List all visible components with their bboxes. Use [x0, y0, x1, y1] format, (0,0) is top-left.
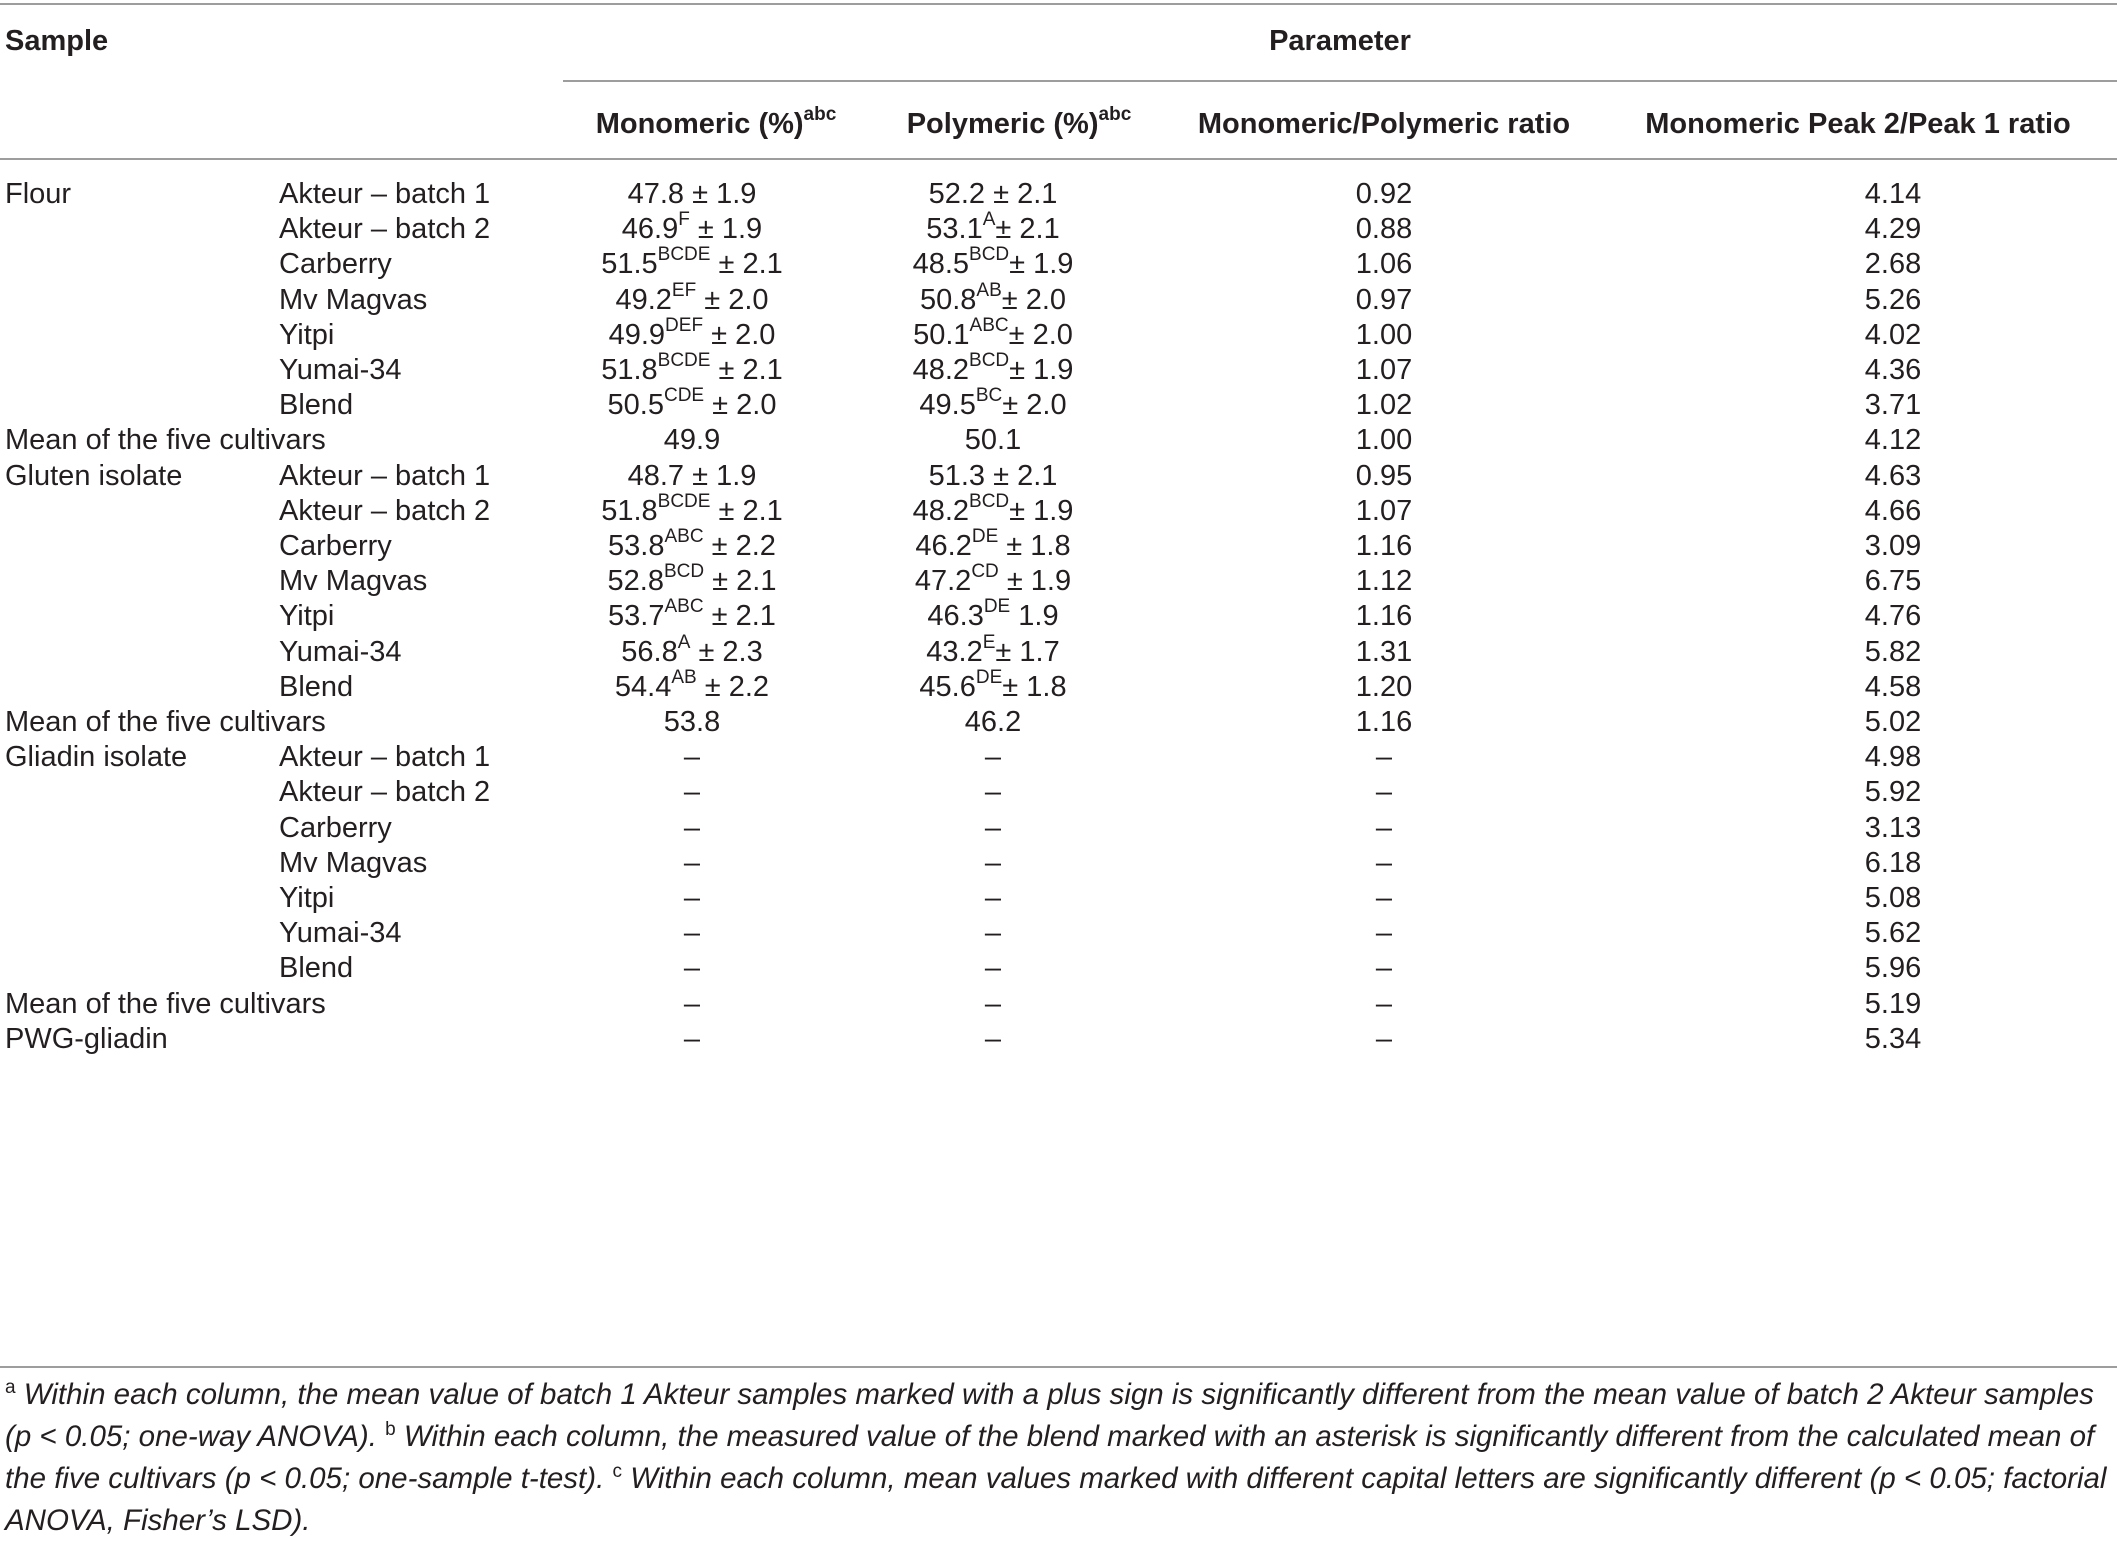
polymeric-cell — [843, 598, 1143, 634]
row-sample-label: Akteur – batch 1 — [279, 178, 491, 210]
polymeric-cell-value: – — [984, 776, 1002, 808]
footnote-c-mark: c — [612, 1461, 622, 1483]
monomeric-cell-value: 53.7 — [608, 600, 665, 632]
footnote-a-mark: a — [5, 1377, 16, 1399]
monomeric-cell-letters: BCDE — [657, 244, 711, 266]
ratio-cell: 1.00 — [1355, 424, 1413, 456]
peak-ratio-cell: 5.62 — [1864, 917, 1922, 949]
row-sample-label: Akteur – batch 2 — [279, 213, 491, 245]
row-sample-label: Yitpi — [279, 319, 335, 351]
polymeric-cell-letters: DE — [983, 596, 1011, 618]
row-group-label: Mean of the five cultivars — [5, 988, 326, 1020]
monomeric-cell-error: ± 2.1 — [703, 600, 776, 632]
monomeric-cell — [542, 493, 842, 529]
row-sample-label: Yitpi — [279, 882, 335, 914]
polymeric-cell-value: 46.2 — [964, 706, 1022, 738]
peak-ratio-cell: 6.18 — [1864, 847, 1922, 879]
monomeric-cell-value: – — [683, 847, 701, 879]
row-group-label: Mean of the five cultivars — [5, 706, 326, 738]
polymeric-cell-value: – — [984, 917, 1002, 949]
polymeric-cell — [843, 915, 1143, 951]
peak-ratio-cell: 4.58 — [1864, 671, 1922, 703]
monomeric-cell-error: ± 2.1 — [710, 354, 783, 386]
peak-ratio-cell: 4.76 — [1864, 600, 1922, 632]
ratio-cell: 0.95 — [1355, 460, 1413, 492]
monomeric-cell — [542, 563, 842, 599]
polymeric-cell — [843, 880, 1143, 916]
polymeric-cell-error: ± 1.9 — [998, 565, 1072, 597]
polymeric-cell-value: 50.1 — [964, 424, 1022, 456]
monomeric-cell-error: ± 2.3 — [690, 636, 763, 668]
ratio-cell: 1.20 — [1355, 671, 1413, 703]
row-group-label: Gluten isolate — [5, 460, 183, 492]
row-sample-label: Yumai-34 — [279, 636, 402, 668]
polymeric-cell-value: 53.1 — [926, 213, 983, 245]
footnote-a-text: Within each column, the mean value of batch 1 Akteur samples marked with a plus sign is significantly different from the mean value of batch 2 Akteur samples (p < 0.05; one-way ANOVA). — [5, 1378, 2094, 1453]
polymeric-cell-value: 48.2 — [912, 354, 970, 386]
monomeric-cell-letters: BCDE — [657, 491, 711, 513]
polymeric-cell-value: – — [984, 812, 1002, 844]
polymeric-cell — [843, 739, 1143, 775]
row-sample-label: Carberry — [279, 812, 392, 844]
polymeric-cell-error: ± 1.9 — [1009, 495, 1074, 527]
peak-ratio-cell: 4.66 — [1864, 495, 1922, 527]
polymeric-cell-error: ± 2.1 — [985, 178, 1058, 210]
peak-ratio-cell: 2.68 — [1864, 248, 1922, 280]
polymeric-cell-letters: BCD — [969, 491, 1010, 513]
polymeric-cell — [843, 986, 1143, 1022]
polymeric-cell — [843, 950, 1143, 986]
sample-header: Sample — [5, 25, 109, 57]
polymeric-cell-error: ± 1.8 — [998, 530, 1071, 562]
monomeric-cell-letters: BCDE — [657, 350, 711, 372]
monomeric-cell-letters: BCD — [663, 561, 705, 583]
monomeric-cell-value: – — [683, 917, 701, 949]
table-top-rule — [0, 3, 2117, 5]
monomeric-cell — [542, 1021, 842, 1057]
row-sample-label: Akteur – batch 1 — [279, 460, 491, 492]
row-sample-label: Akteur – batch 1 — [279, 741, 491, 773]
polymeric-cell — [843, 774, 1143, 810]
polymeric-cell — [843, 810, 1143, 846]
monomeric-cell-letters: EF — [671, 280, 697, 302]
polymeric-cell-error: ± 2.0 — [1002, 389, 1067, 421]
monomeric-cell-value: 53.8 — [608, 530, 665, 562]
monomeric-header: Monomeric (%)$^{abc}$ — [595, 104, 837, 140]
ratio-cell: – — [1375, 917, 1393, 949]
polymeric-cell — [843, 634, 1143, 670]
polymeric-cell — [843, 422, 1143, 458]
ratio-cell: – — [1375, 1023, 1393, 1055]
row-sample-label: Blend — [279, 389, 354, 421]
peak-ratio-cell: 5.26 — [1864, 284, 1922, 316]
monomeric-cell-error: ± 1.9 — [689, 213, 763, 245]
monomeric-cell — [542, 246, 842, 282]
polymeric-cell — [843, 528, 1143, 564]
polymeric-cell-letters: BCD — [969, 350, 1010, 372]
polymeric-cell-value: 50.1 — [913, 319, 970, 351]
polymeric-cell-value: – — [984, 1023, 1002, 1055]
ratio-cell: – — [1375, 882, 1393, 914]
peak-ratio-cell: 4.12 — [1864, 424, 1922, 456]
footnote-c-text: Within each column, mean values marked with different capital letters are significantly different (p < 0.05; factorial ANOVA, Fisher’s LSD). — [5, 1462, 2107, 1537]
polymeric-cell — [843, 845, 1143, 881]
monomeric-cell-error: ± 2.2 — [696, 671, 770, 703]
polymeric-cell-value: 47.2 — [914, 565, 972, 597]
peak-ratio-cell: 4.14 — [1864, 178, 1922, 210]
polymeric-cell-value: 46.2 — [915, 530, 972, 562]
footnote-b-mark: b — [385, 1419, 396, 1441]
polymeric-cell-letters: DE — [975, 667, 1003, 689]
monomeric-cell-error: ± 2.0 — [703, 319, 776, 351]
monomeric-cell-error: ± 2.1 — [710, 495, 783, 527]
monomeric-cell-value: 46.9 — [621, 213, 679, 245]
polymeric-cell-value: 48.2 — [912, 495, 970, 527]
monomeric-cell — [542, 422, 842, 458]
polymeric-cell-letters: ABC — [969, 315, 1009, 337]
peak-ratio-header: Monomeric Peak 2/Peak 1 ratio — [1645, 108, 2071, 140]
polymeric-cell — [843, 246, 1143, 282]
monomeric-cell — [542, 986, 842, 1022]
row-sample-label: Mv Magvas — [279, 284, 428, 316]
ratio-cell: 0.97 — [1355, 284, 1413, 316]
monomeric-cell-value: 54.4 — [614, 671, 672, 703]
monomeric-cell-value: 49.2 — [615, 284, 672, 316]
polymeric-cell-value: 46.3 — [927, 600, 984, 632]
polymeric-cell — [843, 176, 1143, 212]
monomeric-cell-value: 51.5 — [601, 248, 658, 280]
ratio-cell: – — [1375, 952, 1393, 984]
monomeric-cell-error: ± 1.9 — [684, 460, 757, 492]
peak-ratio-cell: 4.02 — [1864, 319, 1922, 351]
peak-ratio-cell: 3.09 — [1864, 530, 1922, 562]
monomeric-cell — [542, 317, 842, 353]
monomeric-cell-value: 47.8 — [627, 178, 685, 210]
row-group-label: PWG-gliadin — [5, 1023, 168, 1055]
row-sample-label: Carberry — [279, 530, 392, 562]
polymeric-cell-letters: BCD — [969, 244, 1010, 266]
polymeric-cell-error: 1.9 — [1010, 600, 1059, 632]
ratio-cell: 1.02 — [1355, 389, 1413, 421]
ratio-cell: 0.88 — [1355, 213, 1413, 245]
monomeric-cell — [542, 880, 842, 916]
ratio-cell: – — [1375, 776, 1393, 808]
polymeric-cell-error: ± 2.1 — [985, 460, 1058, 492]
monomeric-cell — [542, 915, 842, 951]
monomeric-cell — [542, 669, 842, 705]
monomeric-cell-value: 52.8 — [607, 565, 664, 597]
polymeric-cell — [843, 352, 1143, 388]
monomeric-cell-letters: A — [677, 632, 691, 654]
ratio-cell: 1.16 — [1355, 706, 1413, 738]
monomeric-cell — [542, 458, 842, 494]
polymeric-cell-error: ± 1.9 — [1009, 248, 1074, 280]
monomeric-cell — [542, 845, 842, 881]
polymeric-cell-letters: A — [982, 209, 996, 231]
monomeric-cell-error: ± 2.0 — [696, 284, 769, 316]
monomeric-cell-value: 51.8 — [601, 495, 658, 527]
polymeric-cell-value: 51.3 — [928, 460, 986, 492]
polymeric-cell-error: ± 2.0 — [1001, 284, 1067, 316]
peak-ratio-cell: 4.98 — [1864, 741, 1922, 773]
peak-ratio-cell: 5.82 — [1864, 636, 1922, 668]
monomeric-cell-value: 56.8 — [621, 636, 678, 668]
polymeric-cell-value: 52.2 — [928, 178, 986, 210]
row-sample-label: Blend — [279, 671, 354, 703]
polymeric-cell-error: ± 1.8 — [1002, 671, 1067, 703]
monomeric-cell-value: – — [683, 988, 701, 1020]
ratio-cell: 1.07 — [1355, 495, 1413, 527]
monomeric-cell-value: – — [683, 1023, 701, 1055]
row-group-label: Flour — [5, 178, 72, 210]
peak-ratio-cell: 5.96 — [1864, 952, 1922, 984]
monomeric-cell-value: 51.8 — [601, 354, 658, 386]
polymeric-cell — [843, 387, 1143, 423]
polymeric-cell-value: 43.2 — [926, 636, 983, 668]
polymeric-cell-letters: E — [982, 632, 996, 654]
polymeric-cell-value: 48.5 — [912, 248, 970, 280]
polymeric-cell — [843, 211, 1143, 247]
monomeric-cell-letters: CDE — [663, 385, 705, 407]
peak-ratio-cell: 3.13 — [1864, 812, 1922, 844]
monomeric-cell-letters: AB — [671, 667, 697, 689]
polymeric-cell — [843, 493, 1143, 529]
monomeric-cell-letters: F — [678, 209, 690, 231]
monomeric-cell-value: – — [683, 741, 701, 773]
monomeric-cell — [542, 704, 842, 740]
polymeric-cell-error: ± 2.0 — [1008, 319, 1073, 351]
monomeric-cell-value: 53.8 — [663, 706, 721, 738]
monomeric-cell — [542, 211, 842, 247]
monomeric-cell-value: – — [683, 882, 701, 914]
ratio-cell: 1.16 — [1355, 530, 1413, 562]
polymeric-cell — [843, 1021, 1143, 1057]
polymeric-cell-value: 49.5 — [919, 389, 976, 421]
polymeric-cell-error: ± 2.1 — [995, 213, 1060, 245]
polymeric-cell-value: 50.8 — [919, 284, 977, 316]
row-sample-label: Yumai-34 — [279, 354, 402, 386]
polymeric-cell — [843, 563, 1143, 599]
polymeric-cell-value: 45.6 — [919, 671, 976, 703]
ratio-cell: 0.92 — [1355, 178, 1413, 210]
peak-ratio-cell: 5.19 — [1864, 988, 1922, 1020]
ratio-cell: 1.31 — [1355, 636, 1413, 668]
monomeric-cell — [542, 774, 842, 810]
monomeric-cell — [542, 176, 842, 212]
parameter-header: Parameter — [1269, 25, 1411, 57]
polymeric-cell-letters: BC — [975, 385, 1003, 407]
polymeric-cell — [843, 704, 1143, 740]
row-sample-label: Akteur – batch 2 — [279, 495, 491, 527]
polymeric-cell-value: – — [984, 741, 1002, 773]
footnote-b-text: Within each column, the measured value of the blend marked with an asterisk is significantly different from the calculated mean of the five cultivars (p < 0.05; one-sample t-test). — [5, 1420, 2095, 1495]
polymeric-cell-value: – — [984, 988, 1002, 1020]
row-sample-label: Mv Magvas — [279, 847, 428, 879]
polymeric-cell-value: – — [984, 847, 1002, 879]
table-bottom-rule — [0, 1366, 2117, 1368]
polymeric-cell — [843, 317, 1143, 353]
peak-ratio-cell: 3.71 — [1864, 389, 1922, 421]
ratio-cell: 1.12 — [1355, 565, 1413, 597]
monomeric-cell — [542, 352, 842, 388]
polymeric-cell-value: – — [984, 882, 1002, 914]
peak-ratio-cell: 6.75 — [1864, 565, 1922, 597]
ratio-cell: 1.06 — [1355, 248, 1413, 280]
row-sample-label: Yitpi — [279, 600, 335, 632]
monomeric-cell — [542, 634, 842, 670]
peak-ratio-cell: 5.92 — [1864, 776, 1922, 808]
monomeric-cell — [542, 528, 842, 564]
monomeric-cell-error: ± 1.9 — [684, 178, 757, 210]
header-bottom-rule — [0, 158, 2117, 160]
monomeric-cell — [542, 598, 842, 634]
ratio-cell: – — [1375, 847, 1393, 879]
monomeric-cell-letters: ABC — [664, 596, 704, 618]
row-sample-label: Akteur – batch 2 — [279, 776, 491, 808]
polymeric-cell-value: – — [984, 952, 1002, 984]
peak-ratio-cell: 5.02 — [1864, 706, 1922, 738]
monomeric-cell — [542, 739, 842, 775]
monomeric-cell-value: 50.5 — [607, 389, 664, 421]
polymeric-cell-letters: CD — [971, 561, 999, 583]
monomeric-cell-value: 49.9 — [663, 424, 721, 456]
polymeric-cell-error: ± 1.7 — [995, 636, 1060, 668]
monomeric-cell-error: ± 2.1 — [704, 565, 777, 597]
monomeric-cell-value: 48.7 — [627, 460, 685, 492]
polymeric-header: Polymeric (%)$^{abc}$ — [906, 104, 1132, 140]
ratio-cell: – — [1375, 741, 1393, 773]
footnotes — [5, 1374, 2113, 1542]
monomeric-cell-value: – — [683, 776, 701, 808]
monomeric-cell-value: – — [683, 812, 701, 844]
monomeric-cell — [542, 950, 842, 986]
monomeric-cell — [542, 387, 842, 423]
polymeric-cell — [843, 458, 1143, 494]
peak-ratio-cell: 4.36 — [1864, 354, 1922, 386]
monomeric-cell — [542, 810, 842, 846]
ratio-cell: 1.07 — [1355, 354, 1413, 386]
polymeric-cell-letters: AB — [976, 280, 1002, 302]
monomeric-cell — [542, 282, 842, 318]
polymeric-cell-error: ± 1.9 — [1009, 354, 1074, 386]
peak-ratio-cell: 4.29 — [1864, 213, 1922, 245]
polymeric-cell-letters: DE — [971, 526, 999, 548]
row-sample-label: Yumai-34 — [279, 917, 402, 949]
row-sample-label: Blend — [279, 952, 354, 984]
monomeric-cell-error: ± 2.0 — [704, 389, 777, 421]
peak-ratio-cell: 5.34 — [1864, 1023, 1922, 1055]
ratio-cell: 1.16 — [1355, 600, 1413, 632]
ratio-cell: 1.00 — [1355, 319, 1413, 351]
monomeric-cell-error: ± 2.1 — [710, 248, 783, 280]
ratio-cell: – — [1375, 812, 1393, 844]
monomeric-cell-letters: DEF — [665, 315, 704, 337]
peak-ratio-cell: 5.08 — [1864, 882, 1922, 914]
polymeric-cell — [843, 282, 1143, 318]
peak-ratio-cell: 4.63 — [1864, 460, 1922, 492]
polymeric-cell — [843, 669, 1143, 705]
monomeric-cell-value: 49.9 — [608, 319, 666, 351]
ratio-header: Monomeric/Polymeric ratio — [1197, 108, 1571, 140]
monomeric-cell-error: ± 2.2 — [703, 530, 776, 562]
row-sample-label: Mv Magvas — [279, 565, 428, 597]
row-group-label: Gliadin isolate — [5, 741, 188, 773]
monomeric-cell-letters: ABC — [664, 526, 704, 548]
monomeric-cell-value: – — [683, 952, 701, 984]
ratio-cell: – — [1375, 988, 1393, 1020]
parameter-underline — [563, 80, 2117, 82]
row-group-label: Mean of the five cultivars — [5, 424, 326, 456]
row-sample-label: Carberry — [279, 248, 392, 280]
